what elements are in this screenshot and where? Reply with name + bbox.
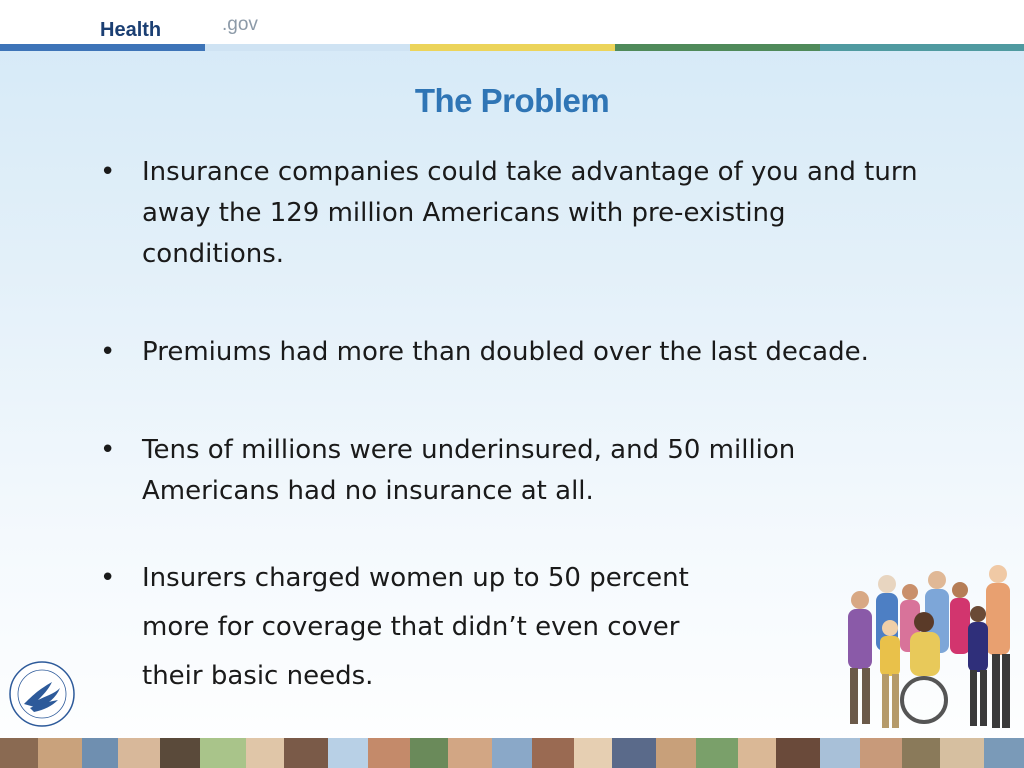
bullet-item: [100, 152, 920, 275]
bullet-text: Tens of millions were underinsured, and 50 million Americans had no insurance at all.: [142, 435, 796, 506]
bullet-marker: •: [100, 157, 116, 187]
slide-title: The Problem: [414, 82, 610, 119]
header-stripe-teal: [820, 44, 1024, 51]
people-photo-strip: [0, 738, 1024, 768]
bullet-item: [100, 554, 920, 701]
bullet-marker: •: [100, 337, 116, 367]
header-stripe-lightblue: [205, 44, 410, 51]
bullet-marker: •: [100, 563, 116, 593]
header-stripe-green: [615, 44, 820, 51]
bullet-text: Insurance companies could take advantage of you and turn away the 129 million Americans with pre-existing conditions.: [142, 157, 918, 269]
header-stripe-blue: [0, 44, 205, 51]
bullet-item: [100, 430, 920, 512]
family-group-photo: [832, 560, 1022, 738]
bullet-marker: •: [100, 435, 116, 465]
bullet-text: Premiums had more than doubled over the last decade.: [142, 337, 869, 367]
bullet-list: [100, 152, 920, 701]
brand-logo-text: Health: [100, 19, 162, 36]
bullet-text: Insurers charged women up to 50 percent more for coverage that didn’t even cover their basic needs.: [142, 563, 689, 691]
hhs-seal-icon: [8, 660, 76, 728]
header-stripe-yellow: [410, 44, 615, 51]
bullet-item: [100, 332, 920, 373]
brand-logo-suffix: .gov: [222, 14, 258, 35]
